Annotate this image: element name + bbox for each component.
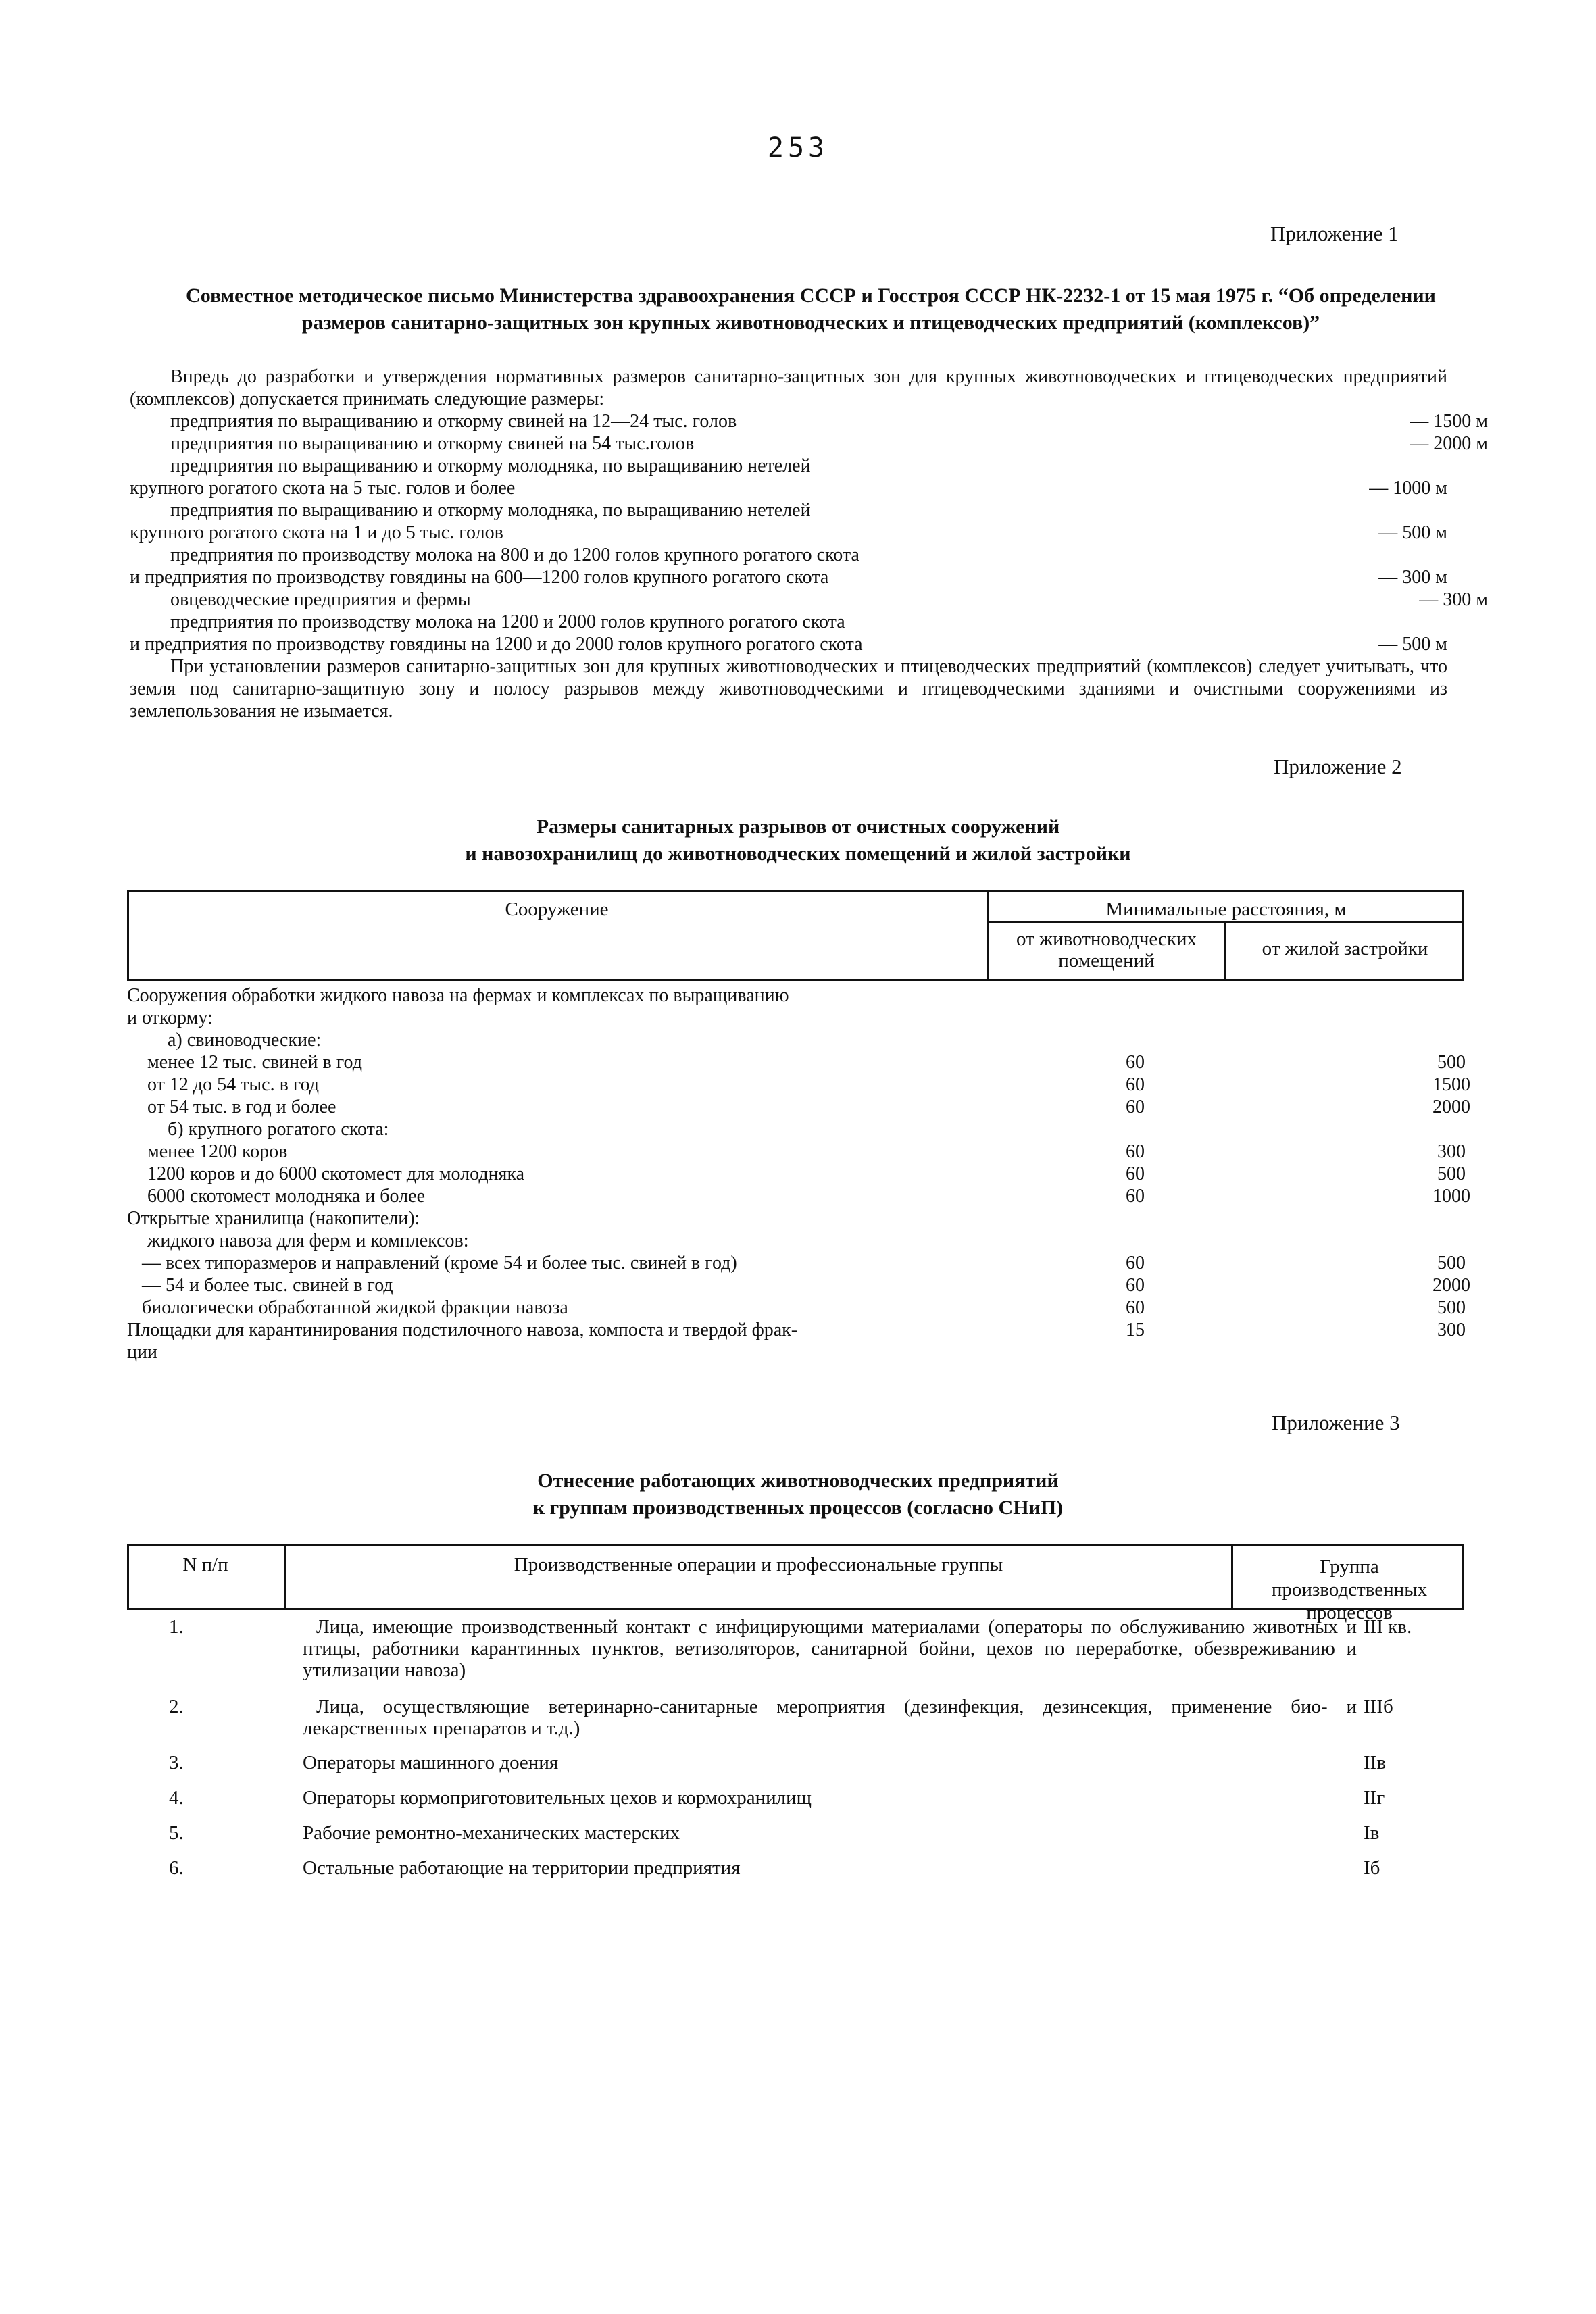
zone-line-value: — 500 м [1378, 634, 1447, 655]
table-row [127, 1297, 1473, 1319]
row-label: 1200 коров и до 6000 скотомест для молодняка [147, 1163, 525, 1184]
row-residential-distance: 500 [1437, 1297, 1466, 1318]
row-livestock-distance: 60 [1126, 1297, 1145, 1318]
zone-line-value: — 300 м [1419, 589, 1488, 610]
row-label: Площадки для карантинирования подстилочного навоза, компоста и твердой фрак- [127, 1319, 798, 1340]
table-row [127, 1319, 1466, 1341]
table-row [127, 1252, 1473, 1274]
table-2-col-structure: Сооружение [505, 899, 609, 920]
row-residential-distance: 500 [1437, 1052, 1466, 1073]
row-residential-distance: 300 [1437, 1319, 1466, 1340]
zone-line [130, 522, 1447, 544]
table-2-col-residential: от жилой застройки [1262, 938, 1428, 959]
row-label: — 54 и более тыс. свиней в год [142, 1275, 393, 1296]
row-residential-distance: 500 [1437, 1253, 1466, 1274]
table-3-col-group: Группа производственных процессов [1271, 1556, 1428, 1624]
zone-line-value: — 2000 м [1410, 433, 1488, 454]
table-row [127, 1163, 1478, 1185]
row-livestock-distance: 60 [1126, 1097, 1145, 1117]
table-2-col-livestock: от животноводческих помещений [1016, 928, 1197, 972]
row-group: IIг [1364, 1787, 1385, 1809]
table-3-col-number: N п/п [182, 1554, 228, 1576]
row-residential-distance: 1500 [1432, 1074, 1470, 1095]
appendix-3-label: Приложение 3 [1272, 1411, 1400, 1434]
table-row [127, 1230, 1478, 1252]
table-row [127, 1074, 1478, 1096]
row-number: 6. [169, 1857, 184, 1879]
zone-line [130, 544, 1488, 566]
table-3-divider [1231, 1544, 1233, 1610]
table-2-col-group: Минимальные расстояния, м [1105, 899, 1347, 920]
table-row [127, 1118, 1499, 1140]
table-row [127, 1787, 1465, 1809]
table-row [127, 1696, 1465, 1739]
table-row [127, 984, 1458, 1007]
row-livestock-distance: 60 [1126, 1253, 1145, 1274]
zone-line-text: предприятия по выращиванию и откорму молодняка, по выращиванию нетелей [170, 455, 811, 476]
row-description: Лица, осуществляющие ветеринарно-санитарные мероприятия (дезинфекция, дезинсекция, применение био- и лекарственных препаратов и т.д.) [303, 1696, 1357, 1739]
row-description: Операторы кормоприготовительных цехов и кормохранилищ [303, 1787, 812, 1809]
zone-line-text: предприятия по выращиванию и откорму свиней на 12—24 тыс. голов [170, 411, 737, 432]
zone-line [130, 611, 1488, 633]
row-residential-distance: 2000 [1432, 1275, 1470, 1296]
zone-line [130, 499, 1488, 522]
table-row [127, 1051, 1478, 1074]
table-row [127, 1185, 1478, 1207]
zone-line-value: — 300 м [1378, 567, 1447, 588]
row-label: Сооружения обработки жидкого навоза на фермах и комплексах по выращиванию [127, 985, 789, 1006]
row-group: Iв [1364, 1822, 1380, 1844]
row-residential-distance: 1000 [1432, 1186, 1470, 1207]
row-number: 1. [169, 1616, 184, 1638]
appendix-2-title-line2: и навозохранилищ до животноводческих помещений и жилой застройки [465, 842, 1131, 865]
row-residential-distance: 300 [1437, 1141, 1466, 1162]
row-label: жидкого навоза для ферм и комплексов: [147, 1230, 469, 1251]
zone-line-value: — 1000 м [1369, 478, 1447, 499]
row-label: от 54 тыс. в год и более [147, 1097, 336, 1117]
row-label: 6000 скотомест молодняка и более [147, 1186, 426, 1207]
appendix-1-title: Совместное методическое письмо Министерства здравоохранения СССР и Госстроя СССР НК-2232-1 от 15 мая 1975 г. “Об определении размеров санитарно-защитных зон крупных животноводческих и птицеводческих предприятий (комплексов)” [186, 284, 1436, 334]
zone-line-text: и предприятия по производству говядины на 600—1200 голов крупного рогатого скота [130, 567, 829, 588]
zone-line [130, 633, 1447, 655]
zone-line-text: предприятия по выращиванию и откорму свиней на 54 тыс.голов [170, 433, 695, 454]
table-row [127, 1822, 1465, 1844]
row-label: биологически обработанной жидкой фракции навоза [142, 1297, 568, 1318]
zone-line [130, 410, 1488, 432]
row-group: Iб [1364, 1857, 1380, 1879]
row-livestock-distance: 60 [1126, 1074, 1145, 1095]
row-group: IIIб [1364, 1696, 1393, 1717]
table-row [127, 1857, 1465, 1879]
row-number: 5. [169, 1822, 184, 1844]
row-group: III кв. [1364, 1616, 1412, 1638]
table-row [127, 1140, 1478, 1163]
row-label: и откорму: [127, 1007, 213, 1028]
appendix-1-closing: При установлении размеров санитарно-защитных зон для крупных животноводческих и птицеводческих предприятий (комплексов) следует учитывать, что земля под санитарно-защитную зону и полосу разрывов между животноводческими и птицеводческими зданиями и очистными сооружениями из землепользования не изымается. [130, 656, 1447, 722]
row-label: от 12 до 54 тыс. в год [147, 1074, 320, 1095]
row-label: а) свиноводческие: [168, 1030, 322, 1051]
zone-line-text: предприятия по производству молока на 1200 и 2000 голов крупного рогатого скота [170, 611, 845, 632]
row-description: Операторы машинного доения [303, 1752, 559, 1774]
row-livestock-distance: 60 [1126, 1052, 1145, 1073]
row-label: Открытые хранилища (накопители): [127, 1208, 420, 1229]
table-row [127, 1752, 1465, 1774]
appendix-1-intro: Впредь до разработки и утверждения нормативных размеров санитарно-защитных зон для крупных животноводческих и птицеводческих предприятий (комплексов) допускается принимать следующие размеры: [130, 366, 1447, 409]
appendix-2-title-line1: Размеры санитарных разрывов от очистных сооружений [536, 815, 1060, 838]
table-row [127, 1341, 1458, 1363]
row-residential-distance: 2000 [1432, 1097, 1470, 1117]
row-description: Рабочие ремонтно-механических мастерских [303, 1822, 680, 1844]
row-label: б) крупного рогатого скота: [168, 1119, 389, 1140]
table-row [127, 1616, 1465, 1681]
row-label: ции [127, 1342, 157, 1363]
page-number: 253 [767, 132, 829, 164]
zone-line-text: и предприятия по производству говядины на 1200 и до 2000 голов крупного рогатого скота [130, 634, 863, 655]
row-label: — всех типоразмеров и направлений (кроме 54 и более тыс. свиней в год) [142, 1253, 737, 1274]
zone-line-text: предприятия по производству молока на 800 и до 1200 голов крупного рогатого скота [170, 545, 859, 565]
zone-line [130, 455, 1488, 477]
table-3-col-operations: Производственные операции и профессиональные группы [514, 1554, 1003, 1576]
table-row [127, 1096, 1478, 1118]
row-group: IIв [1364, 1752, 1387, 1774]
row-description: Остальные работающие на территории предприятия [303, 1857, 741, 1879]
table-row [127, 1207, 1458, 1230]
zone-line [130, 566, 1447, 588]
appendix-3-title-line1: Отнесение работающих животноводческих предприятий [537, 1469, 1059, 1492]
table-row [127, 1007, 1458, 1029]
appendix-3-title-line2: к группам производственных процессов (согласно СНиП) [532, 1496, 1064, 1519]
zone-line [130, 588, 1488, 611]
row-livestock-distance: 60 [1126, 1141, 1145, 1162]
row-number: 4. [169, 1787, 184, 1809]
row-number: 2. [169, 1696, 184, 1717]
row-label: менее 12 тыс. свиней в год [147, 1052, 362, 1073]
table-row [127, 1274, 1473, 1297]
row-number: 3. [169, 1752, 184, 1774]
zone-line-text: крупного рогатого скота на 1 и до 5 тыс. голов [130, 522, 503, 543]
row-livestock-distance: 60 [1126, 1163, 1145, 1184]
zone-line-text: овцеводческие предприятия и фермы [170, 589, 471, 610]
zone-line-value: — 500 м [1378, 522, 1447, 543]
row-livestock-distance: 60 [1126, 1275, 1145, 1296]
zone-line-value: — 1500 м [1410, 411, 1488, 432]
row-residential-distance: 500 [1437, 1163, 1466, 1184]
zone-line [130, 432, 1488, 455]
appendix-2-label: Приложение 2 [1274, 755, 1402, 778]
row-livestock-distance: 15 [1126, 1319, 1145, 1340]
table-row [127, 1029, 1499, 1051]
row-label: менее 1200 коров [147, 1141, 288, 1162]
row-livestock-distance: 60 [1126, 1186, 1145, 1207]
row-description: Лица, имеющие производственный контакт с инфицирующими материалами (операторы по обслуживанию животных и птицы, работники карантинных пунктов, ветизоляторов, санитарной бойни, цехов по переработке, обезвреживанию и утилизации навоза) [303, 1616, 1357, 1681]
appendix-1-label: Приложение 1 [1270, 222, 1399, 245]
zone-line-text: предприятия по выращиванию и откорму молодняка, по выращиванию нетелей [170, 500, 811, 521]
zone-line-text: крупного рогатого скота на 5 тыс. голов и более [130, 478, 516, 499]
zone-line [130, 477, 1447, 499]
